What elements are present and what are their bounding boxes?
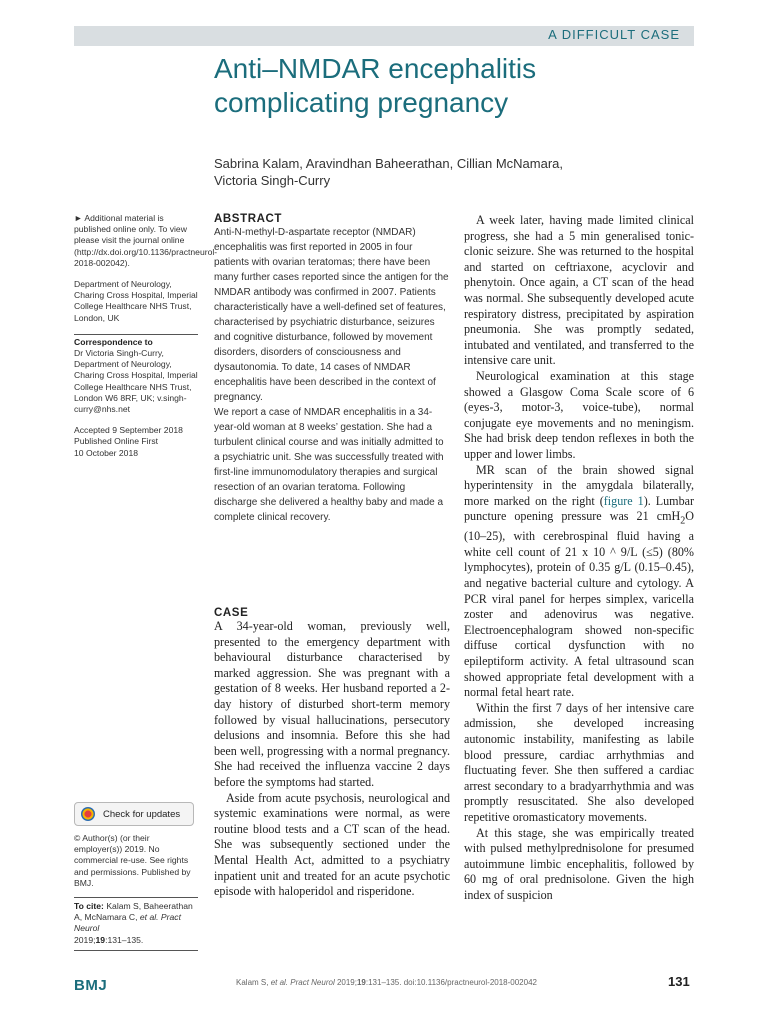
authors-line-1: Sabrina Kalam, Aravindhan Baheerathan, Cillian McNamara, [214,156,564,171]
author-list [214,155,734,189]
cite-label: To cite: [74,901,104,911]
abstract-heading: ABSTRACT [214,213,283,225]
title-line-2: complicating pregnancy [214,87,509,118]
section-label: A DIFFICULT CASE [548,27,680,42]
cite-text-1: Kalam S, Baheerathan A, McNamara C, [74,901,193,923]
cite-text-2: 2019; [74,934,96,945]
accepted-date: Accepted 9 September 2018 [74,425,183,436]
correspondence-heading: Correspondence to [74,336,153,347]
case-heading: CASE [214,607,249,619]
abstract-paragraph-2: We report a case of NMDAR encephalitis in a 34-year-old woman at 8 weeks’ gestation. She had a turbulent clinical course and was initially admitted to a psychiatric unit. She was successfully treated with first-line immunomodulatory therapies and surgical resection of an ovarian teratoma. Following discharge she delivered a healthy baby and made a complete clinical recovery. [214,407,444,523]
authors-line-2: Victoria Singh-Curry [214,173,331,188]
footer-cite-b: 2019; [334,978,357,987]
published-label: Published Online First [74,436,159,447]
check-for-updates-button[interactable] [74,802,194,826]
p3-part-c: O (10–25), with cerebrospinal fluid having a white cell count of 21 x 10 ^ 9/L (≤5) (80% lymphocytes), protein of 0.35 g/L (0.15–0.45), and negative bacterial culture and cytology. A PCR viral panel for herpes simplex, varicella zoster and adenovirus was negative. Electroencephalogram showed non-specific diffuse cortical dysfunction with no epileptiform activity. A fetal ultrasound scan showed appropriate fetal development with a normal fetal heart rate. [464,509,694,700]
divider [74,334,198,335]
page-number: 131 [668,974,690,989]
p3-subscript: 2 [680,515,686,527]
cite-text-3: :131–135. [105,934,144,945]
abstract-section [214,213,450,525]
right-paragraph-1: A week later, having made limited clinical progress, she had a 5 min generalised tonic-clonic seizure. She was returned to the hospital and started on ceftriaxone, acyclovir and phenytoin. Once again, a CT scan of the head was normal. She subsequently developed acute respiratory distress, precipitated by aspiration pneumonia. She was promptly sedated, intubated and ventilated, and transferred to the intensive care unit. [464,213,694,368]
section-header-bar [74,26,694,46]
sidebar [74,213,218,469]
check-updates-label: Check for updates [103,808,181,820]
right-paragraph-4: Within the first 7 days of her intensive care admission, she developed increasing autonomic instability, manifesting as labile blood pressure, cardiac arrhythmias and fluctuating fever. She then suffered a cardiac arrest secondary to a bradyarrhythmia and was promptly resuscitated. She also developed repetitive oromasticatory movements. [464,700,694,824]
p3-part-b: ). Lumbar puncture opening pressure was 21 cmH [464,493,695,524]
copyright-notice: © Author(s) (or their employer(s)) 2019. No commercial re-use. See rights and permissions. Published by BMJ. [74,833,191,888]
cite-volume: 19 [95,934,106,945]
title-line-1: Anti–NMDAR encephalitis [214,53,537,84]
footer-cite-a: Kalam S, [236,978,271,987]
correspondence-text: Dr Victoria Singh-Curry, Department of Neurology, Charing Cross Hospital, Imperial College Healthcare NHS Trust, London W6 8RF, UK; v.singh-curry@nhs.net [74,348,198,415]
abstract-paragraph-1: Anti-N-methyl-D-aspartate receptor (NMDAR) encephalitis was first reported in 2005 in four patients with ovarian teratomas; there have been many further cases reported since the antigen for the NMDAR antibody was confirmed in 2007. Patients characteristically have a well-defined set of features, characterised by psychiatric disturbance, seizures and cognitive disturbance, followed by movement disorders, disorders of consciousness and dysautonomia. To date, 14 cases of NMDAR encephalitis have been described in the context of pregnancy. [214,227,449,403]
crossmark-icon [81,807,95,821]
right-paragraph-2: Neurological examination at this stage showed a Glasgow Coma Scale score of 6 (eyes-3, motor-3, voice-tube), normal conjugate eye movements and no meningism. She had brisk deep tendon reflexes in both the upper and lower limbs. [464,368,694,461]
right-paragraph-3 [464,463,694,701]
affiliation: Department of Neurology, Charing Cross Hospital, Imperial College Healthcare NHS Trust, London, UK [74,279,198,323]
p3-part-a: MR scan of the brain showed signal hyperintensity in the amygdala bilaterally, more marked on the right ( [464,462,694,508]
figure-1-link[interactable]: figure 1 [603,493,644,508]
cite-text-etal: et al. Pract Neurol [74,912,181,934]
footer-cite-volume: 19 [356,978,366,987]
right-paragraph-5: At this stage, she was empirically treated with pulsed methylprednisolone for presumed autoimmune limbic encephalitis, followed by 60 mg of oral prednisolone. Given the high index of suspicion [464,825,694,902]
case-section [214,607,450,900]
additional-material-note: ► Additional material is published online only. To view please visit the journal online (http://dx.doi.org/10.1136/practneurol-2018-002042). [74,213,218,268]
bmj-logo: BMJ [74,977,108,994]
right-column [464,213,694,904]
footer-citation [236,978,636,987]
dates-block [74,425,198,459]
case-paragraph-2: Aside from acute psychosis, neurological and systemic examinations were normal, as were routine blood tests and a CT scan of the head. She was subsequently sectioned under the Mental Health Act, admitted to a psychiatry inpatient unit and treated for an acute psychotic episode with haloperidol and risperidone. [214,790,450,899]
case-paragraph-1: A 34-year-old woman, previously well, presented to the emergency department with behavioural disturbance characterised by marked aggression. She was pregnant with a gestation of 8 weeks. Her husband reported a 2-day history of disturbed short-term memory followed by visual hallucinations, persecutory delusions and insomnia. Before this she had been well, progressing with a normal pregnancy. She had received the influenza vaccine 2 days before the symptoms had started. [214,619,450,789]
published-date: 10 October 2018 [74,447,139,458]
footer-cite-c: :131–135. doi:10.1136/practneurol-2018-002042 [365,978,537,987]
correspondence-block [74,337,198,415]
citation-box [74,897,198,951]
article-title [214,52,734,120]
footer-cite-etal: et al. Pract Neurol [270,978,335,987]
